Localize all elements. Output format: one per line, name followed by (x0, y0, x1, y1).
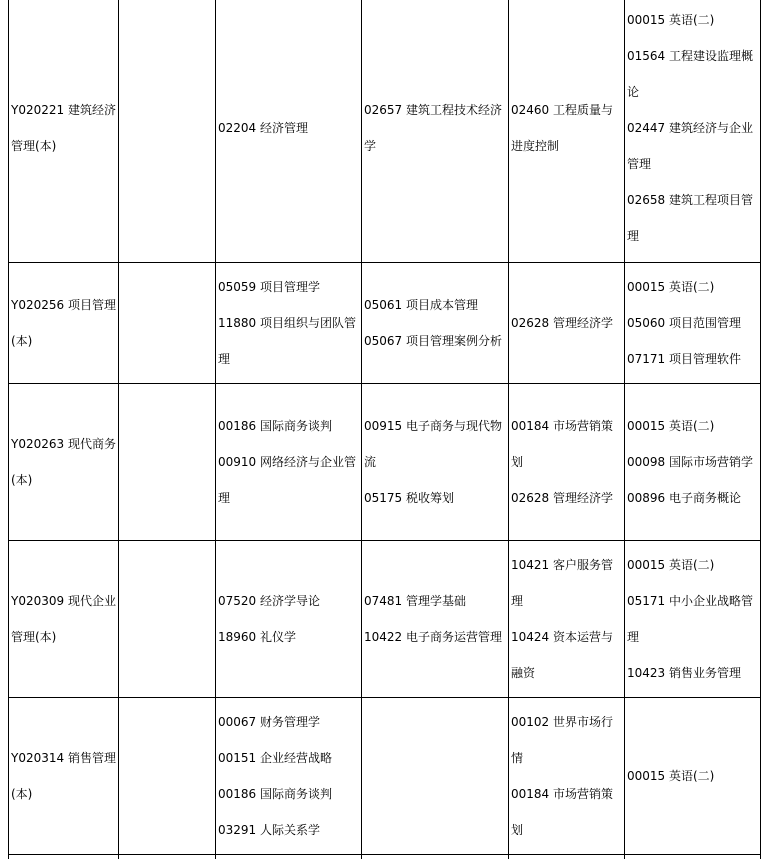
table-row (9, 384, 761, 541)
course-cell-c (509, 263, 625, 384)
course-entry: 05060 项目范围管理 (627, 316, 741, 330)
course-entry: 00015 英语(二) (627, 12, 715, 27)
course-entry: 10424 资本运营与融资 (511, 630, 613, 680)
blank-cell (119, 263, 216, 384)
course-entry: 05067 项目管理案例分析 (364, 334, 502, 348)
major-name: Y020263 现代商务(本) (11, 437, 116, 487)
major-cell (9, 855, 119, 859)
course-entry: 00184 市场营销策划 (511, 787, 613, 837)
course-cell-c (509, 541, 625, 698)
course-entry: 07171 项目管理软件 (627, 352, 741, 366)
blank-cell (119, 855, 216, 859)
major-name: Y020256 项目管理(本) (11, 298, 116, 348)
course-entry: 11880 项目组织与团队管理 (218, 316, 356, 366)
table-row (9, 541, 761, 698)
major-name: Y020309 现代企业管理(本) (11, 594, 116, 644)
course-entry: 05175 税收筹划 (364, 491, 454, 505)
table-row (9, 855, 761, 859)
course-cell-a (216, 855, 362, 859)
course-entry: 00915 电子商务与现代物流 (364, 419, 502, 469)
course-cell-a (216, 698, 362, 855)
course-entry: 00015 英语(二) (627, 558, 715, 572)
course-entry: 00910 网络经济与企业管理 (218, 455, 356, 505)
course-entry: 07520 经济学导论 (218, 594, 320, 608)
course-cell-b (362, 263, 509, 384)
course-cell-c (509, 698, 625, 855)
course-entry: 00102 世界市场行情 (511, 715, 613, 765)
major-cell (9, 541, 119, 698)
course-entry: 02658 建筑工程项目管理 (627, 192, 753, 243)
course-entry: 05171 中小企业战略管理 (627, 594, 753, 644)
major-name: Y020314 销售管理(本) (11, 751, 116, 801)
course-cell-b (362, 855, 509, 859)
course-cell-c (509, 855, 625, 859)
course-entry: 10422 电子商务运营管理 (364, 630, 502, 644)
course-entry: 02447 建筑经济与企业管理 (627, 120, 753, 171)
course-cell-b (362, 384, 509, 541)
blank-cell (119, 541, 216, 698)
course-entry: 00098 国际市场营销学 (627, 455, 753, 469)
course-entry: 02628 管理经济学 (511, 316, 613, 330)
course-cell-a (216, 263, 362, 384)
major-cell (9, 0, 119, 263)
course-entry: 00067 财务管理学 (218, 715, 320, 729)
course-entry: 07481 管理学基础 (364, 594, 466, 608)
table-row (9, 0, 761, 263)
course-entry: 10423 销售业务管理 (627, 666, 741, 680)
major-name: Y020221 建筑经济管理(本) (11, 102, 116, 153)
course-cell-d (625, 698, 761, 855)
course-cell-b (362, 698, 509, 855)
course-cell-d (625, 855, 761, 859)
course-entry: 05061 项目成本管理 (364, 298, 478, 312)
course-cell-c (509, 0, 625, 263)
course-cell-d (625, 541, 761, 698)
exam-course-table (8, 0, 761, 859)
course-entry: 18960 礼仪学 (218, 630, 296, 644)
course-entry: 02628 管理经济学 (511, 491, 613, 505)
course-entry: 00186 国际商务谈判 (218, 419, 332, 433)
course-entry: 01564 工程建设监理概论 (627, 48, 753, 99)
course-cell-c (509, 384, 625, 541)
course-cell-a (216, 384, 362, 541)
course-cell-d (625, 0, 761, 263)
course-cell-b (362, 0, 509, 263)
blank-cell (119, 698, 216, 855)
course-cell-a (216, 541, 362, 698)
major-cell (9, 263, 119, 384)
table-row (9, 263, 761, 384)
course-entry: 00186 国际商务谈判 (218, 787, 332, 801)
table-row (9, 698, 761, 855)
blank-cell (119, 0, 216, 263)
course-entry: 10421 客户服务管理 (511, 558, 613, 608)
course-cell-b (362, 541, 509, 698)
course-entry: 00015 英语(二) (627, 769, 715, 783)
course-entry: 00896 电子商务概论 (627, 491, 741, 505)
table-body (9, 0, 761, 859)
course-entry: 02460 工程质量与进度控制 (511, 102, 613, 153)
course-entry: 00184 市场营销策划 (511, 419, 613, 469)
course-cell-d (625, 263, 761, 384)
course-entry: 00015 英语(二) (627, 280, 715, 294)
course-entry: 05059 项目管理学 (218, 280, 320, 294)
course-entry: 00015 英语(二) (627, 419, 715, 433)
blank-cell (119, 384, 216, 541)
major-cell (9, 384, 119, 541)
course-entry: 02657 建筑工程技术经济学 (364, 102, 502, 153)
course-entry: 02204 经济管理 (218, 120, 308, 135)
course-cell-d (625, 384, 761, 541)
course-entry: 00151 企业经营战略 (218, 751, 332, 765)
course-entry: 03291 人际关系学 (218, 823, 320, 837)
course-cell-a (216, 0, 362, 263)
major-cell (9, 698, 119, 855)
